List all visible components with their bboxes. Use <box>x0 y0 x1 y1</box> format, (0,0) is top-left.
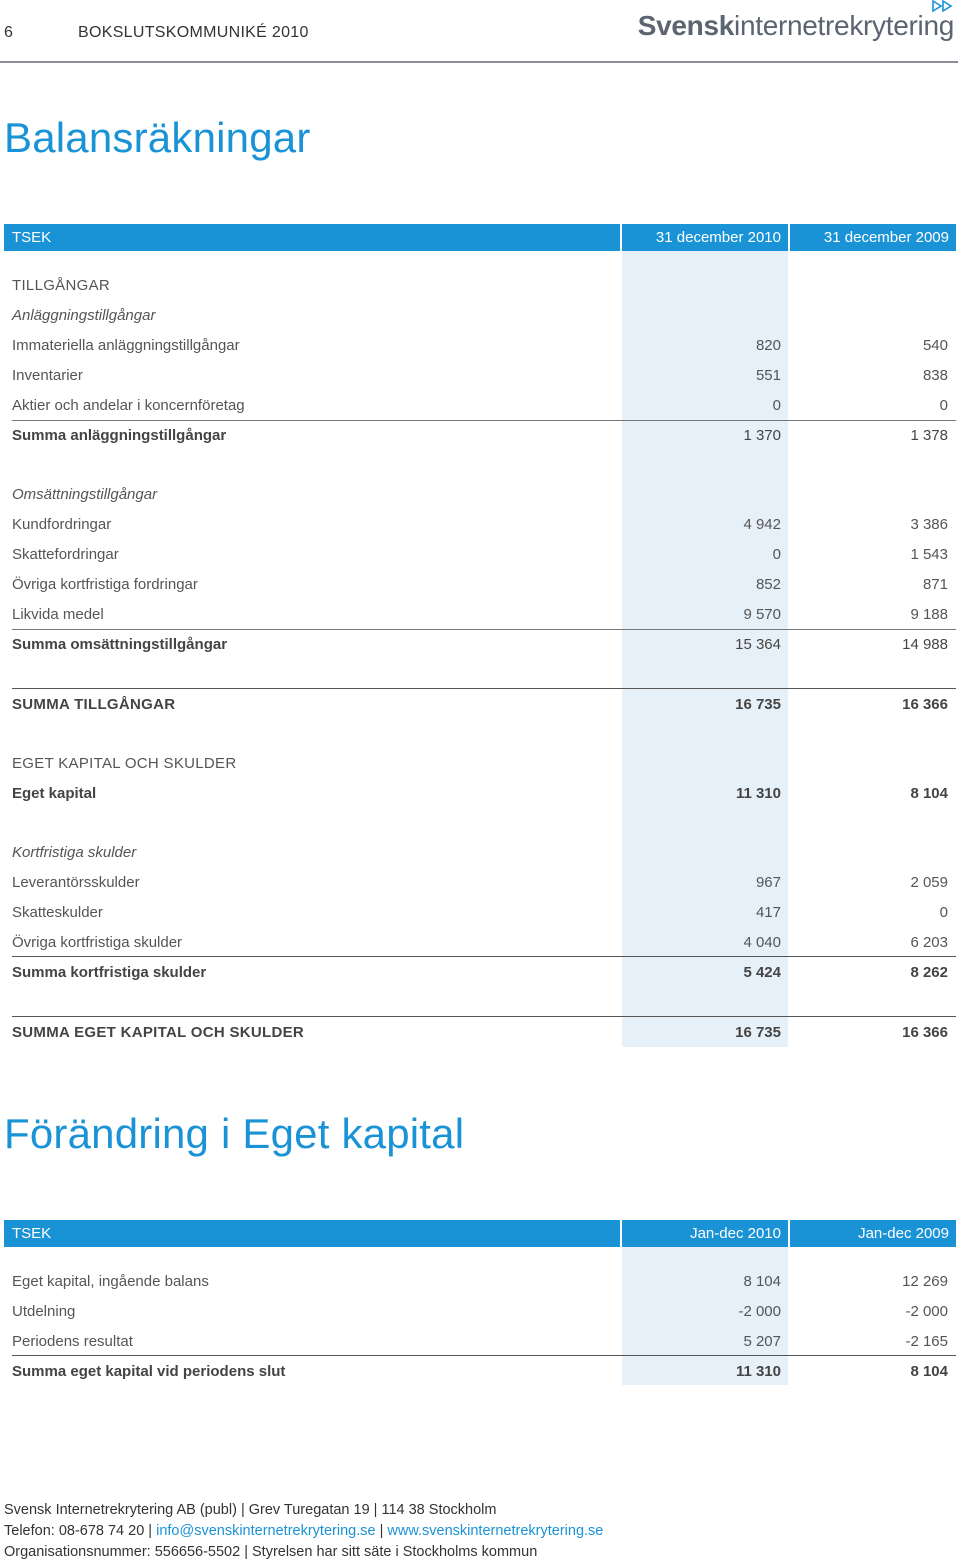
header-divider <box>0 61 958 63</box>
footer-email-link[interactable]: info@svenskinternetrekrytering.se <box>156 1523 376 1539</box>
subtotal-row <box>12 420 956 448</box>
row-label: Kundfordringar <box>12 516 112 533</box>
row-label: SUMMA EGET KAPITAL OCH SKULDER <box>12 1024 305 1041</box>
footer-contact <box>4 1523 603 1539</box>
total-row <box>12 688 956 718</box>
footer-address: Svensk Internetrekrytering AB (publ) | Grev Turegatan 19 | 114 38 Stockholm <box>4 1502 497 1518</box>
row-label: Aktier och andelar i koncernföretag <box>12 397 245 414</box>
value-2009: 16 366 <box>902 696 948 713</box>
table-row <box>12 513 956 537</box>
table-row <box>12 782 956 806</box>
row-label: Leverantörsskulder <box>12 874 140 891</box>
value-2010: 967 <box>755 874 781 891</box>
total-row <box>12 1355 956 1385</box>
row-label: EGET KAPITAL OCH SKULDER <box>12 755 237 772</box>
value-2010: 0 <box>772 546 781 563</box>
row-label: Inventarier <box>12 367 83 384</box>
value-2010: 551 <box>755 367 781 384</box>
row-label: Övriga kortfristiga skulder <box>12 934 183 951</box>
value-2009: 3 386 <box>910 516 948 533</box>
table-row <box>12 483 956 507</box>
row-label: Immateriella anläggningstillgångar <box>12 337 240 354</box>
table-row <box>12 364 956 388</box>
table-row <box>12 901 956 925</box>
page-number: 6 <box>4 24 13 41</box>
table-row <box>12 871 956 895</box>
balance-table-header <box>4 224 956 251</box>
table-row <box>12 304 956 328</box>
header-unit: TSEK <box>4 224 620 251</box>
row-label: Eget kapital <box>12 785 97 802</box>
document-label: BOKSLUTSKOMMUNIKÉ 2010 <box>78 24 309 41</box>
row-label: Summa eget kapital vid periodens slut <box>12 1363 286 1380</box>
value-2009: 9 188 <box>910 606 948 623</box>
row-label: Skattefordringar <box>12 546 119 563</box>
row-label: Utdelning <box>12 1303 76 1320</box>
subtotal-row <box>12 956 956 986</box>
value-2009: 540 <box>922 337 948 354</box>
row-label: Summa anläggningstillgångar <box>12 427 227 444</box>
value-2010: 16 735 <box>735 1024 781 1041</box>
value-2010: 4 942 <box>743 516 781 533</box>
value-2009: 16 366 <box>902 1024 948 1041</box>
value-2009: 838 <box>922 367 948 384</box>
header-unit: TSEK <box>4 1220 620 1247</box>
value-2009: 1 543 <box>910 546 948 563</box>
value-2010: 8 104 <box>743 1273 781 1290</box>
table-row <box>12 334 956 358</box>
row-label: Omsättningstillgångar <box>12 486 158 503</box>
value-2009: 8 262 <box>910 964 948 981</box>
value-2010: 852 <box>755 576 781 593</box>
table-row <box>12 752 956 776</box>
row-label: SUMMA TILLGÅNGAR <box>12 696 176 713</box>
logo-wordmark <box>638 10 954 42</box>
row-label: Eget kapital, ingående balans <box>12 1273 209 1290</box>
value-2009: 6 203 <box>910 934 948 951</box>
table-row <box>12 603 956 627</box>
value-2010: 4 040 <box>743 934 781 951</box>
value-2010: 9 570 <box>743 606 781 623</box>
value-2010: 15 364 <box>735 636 781 653</box>
row-label: Likvida medel <box>12 606 104 623</box>
header-col-2009: Jan-dec 2009 <box>790 1220 956 1247</box>
value-2009: 8 104 <box>910 785 948 802</box>
table-row <box>12 931 956 955</box>
company-logo <box>637 6 954 46</box>
value-2009: -2 000 <box>905 1303 948 1320</box>
row-label: Periodens resultat <box>12 1333 133 1350</box>
table-row <box>12 1300 956 1324</box>
row-label: Skatteskulder <box>12 904 103 921</box>
value-2010: 11 310 <box>735 1363 781 1380</box>
value-2010: 0 <box>772 397 781 414</box>
table-row <box>12 573 956 597</box>
table-row <box>12 1330 956 1354</box>
value-2010: 1 370 <box>743 427 781 444</box>
footer-separator: | <box>375 1523 388 1539</box>
value-2010: 5 207 <box>743 1333 781 1350</box>
table-row <box>12 394 956 418</box>
row-label: Summa kortfristiga skulder <box>12 964 207 981</box>
value-2010: -2 000 <box>738 1303 781 1320</box>
header-col-2010: 31 december 2010 <box>622 224 788 251</box>
value-2009: 8 104 <box>910 1363 948 1380</box>
value-2009: 14 988 <box>902 636 948 653</box>
table-row <box>12 543 956 567</box>
value-2010: 417 <box>755 904 781 921</box>
value-2009: 0 <box>939 904 948 921</box>
equity-table-header <box>4 1220 956 1247</box>
logo-bold-part: Svensk <box>637 10 735 41</box>
table-row <box>12 1270 956 1294</box>
total-row <box>12 1016 956 1046</box>
table-row <box>12 274 956 298</box>
value-2010: 16 735 <box>735 696 781 713</box>
table-row <box>12 841 956 865</box>
row-label: Övriga kortfristiga fordringar <box>12 576 198 593</box>
value-2009: -2 165 <box>905 1333 948 1350</box>
subtotal-row <box>12 629 956 657</box>
value-2009: 2 059 <box>910 874 948 891</box>
equity-changes-title: Förändring i Eget kapital <box>4 1110 465 1157</box>
footer-website-link[interactable]: www.svenskinternetrekrytering.se <box>387 1523 604 1539</box>
logo-regular-part: internetrekrytering <box>734 10 954 41</box>
footer-phone: Telefon: 08-678 74 20 | <box>4 1523 157 1539</box>
value-2010: 11 310 <box>735 785 781 802</box>
row-label: Summa omsättningstillgångar <box>12 636 228 653</box>
balance-sheet-title: Balansräkningar <box>4 114 311 161</box>
row-label: TILLGÅNGAR <box>12 277 111 294</box>
value-2009: 871 <box>922 576 948 593</box>
footer-registration: Organisationsnummer: 556656-5502 | Styrelsen har sitt säte i Stockholms kommun <box>4 1544 538 1560</box>
row-label: Anläggningstillgångar <box>12 307 156 324</box>
value-2009: 12 269 <box>902 1273 948 1290</box>
row-label: Kortfristiga skulder <box>12 844 137 861</box>
value-2009: 1 378 <box>910 427 948 444</box>
value-2010: 820 <box>755 337 781 354</box>
header-col-2009: 31 december 2009 <box>790 224 956 251</box>
value-2010: 5 424 <box>743 964 781 981</box>
header-col-2010: Jan-dec 2010 <box>622 1220 788 1247</box>
value-2009: 0 <box>939 397 948 414</box>
